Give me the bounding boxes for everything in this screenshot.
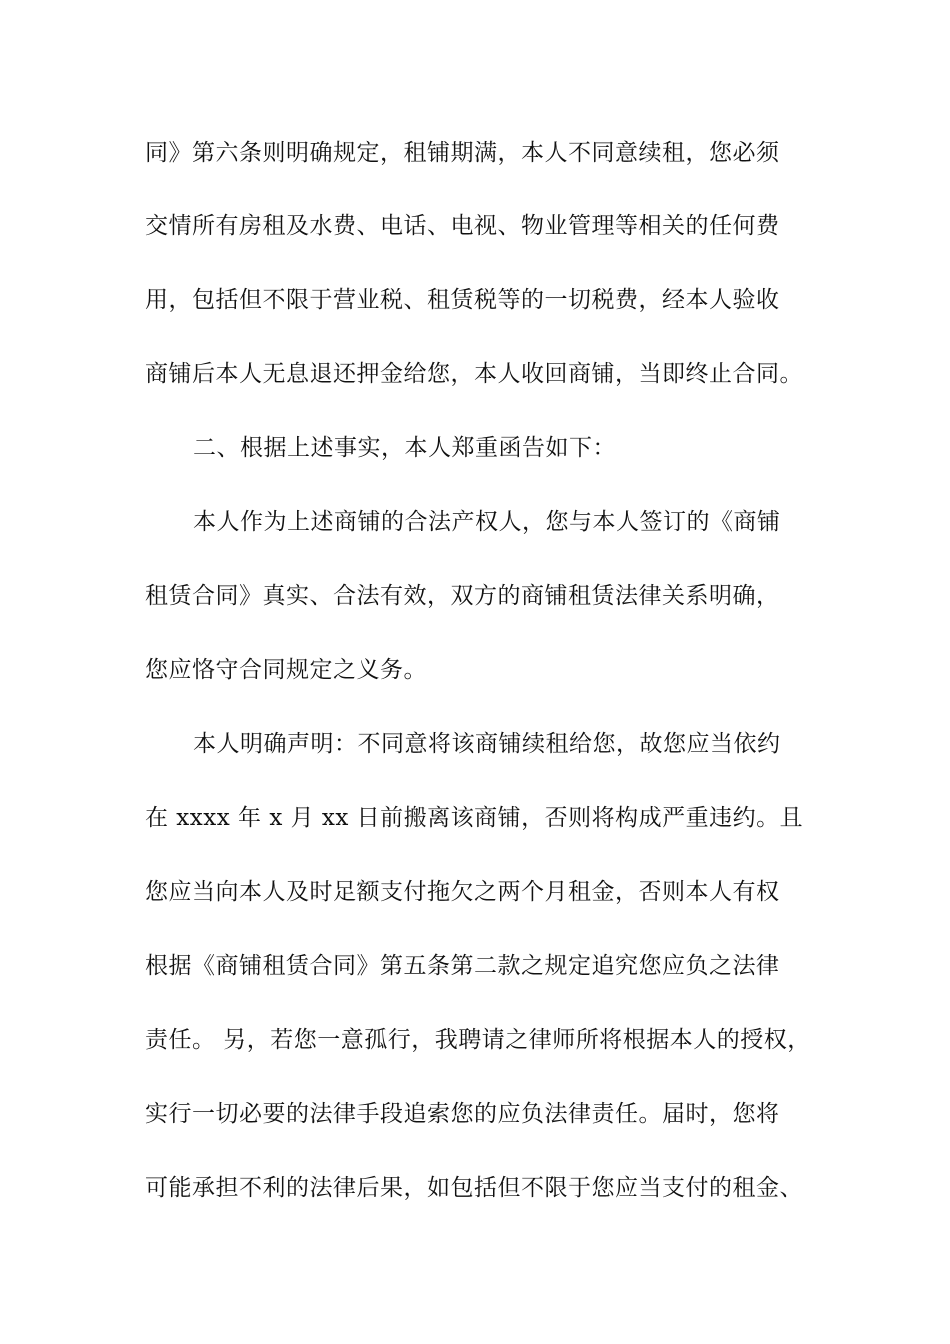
text-line-3: 用，包括但不限于营业税、租赁税等的一切税费，经本人验收 — [145, 287, 780, 313]
text-line-11: 您应当向本人及时足额支付拖欠之两个月租金，否则本人有权 — [145, 879, 780, 905]
text-line-8: 您应恪守合同规定之义务。 — [145, 657, 427, 683]
section-heading: 二、根据上述事实，本人郑重函告如下： — [193, 435, 616, 461]
text-line-1: 同》第六条则明确规定，租铺期满，本人不同意续租，您必须 — [145, 140, 780, 166]
text-line-10: 在 xxxx 年 x 月 xx 日前搬离该商铺，否则将构成严重违约。且 — [145, 805, 804, 831]
text-line-15: 可能承担不利的法律后果，如包括但不限于您应当支付的租金、 — [145, 1175, 803, 1201]
text-line-9: 本人明确声明：不同意将该商铺续租给您，故您应当依约 — [193, 731, 781, 757]
text-line-2: 交情所有房租及水费、电话、电视、物业管理等相关的任何费 — [145, 213, 780, 239]
text-line-6: 本人作为上述商铺的合法产权人，您与本人签订的《商铺 — [193, 509, 781, 535]
text-line-14: 实行一切必要的法律手段追索您的应负法律责任。届时，您将 — [145, 1101, 780, 1127]
text-line-13: 责任。 另，若您一意孤行，我聘请之律师所将根据本人的授权， — [145, 1027, 811, 1053]
text-line-12: 根据《商铺租赁合同》第五条第二款之规定追究您应负之法律 — [145, 953, 780, 979]
text-line-4: 商铺后本人无息退还押金给您，本人收回商铺，当即终止合同。 — [145, 361, 803, 387]
text-line-7: 租赁合同》真实、合法有效，双方的商铺租赁法律关系明确， — [145, 583, 780, 609]
